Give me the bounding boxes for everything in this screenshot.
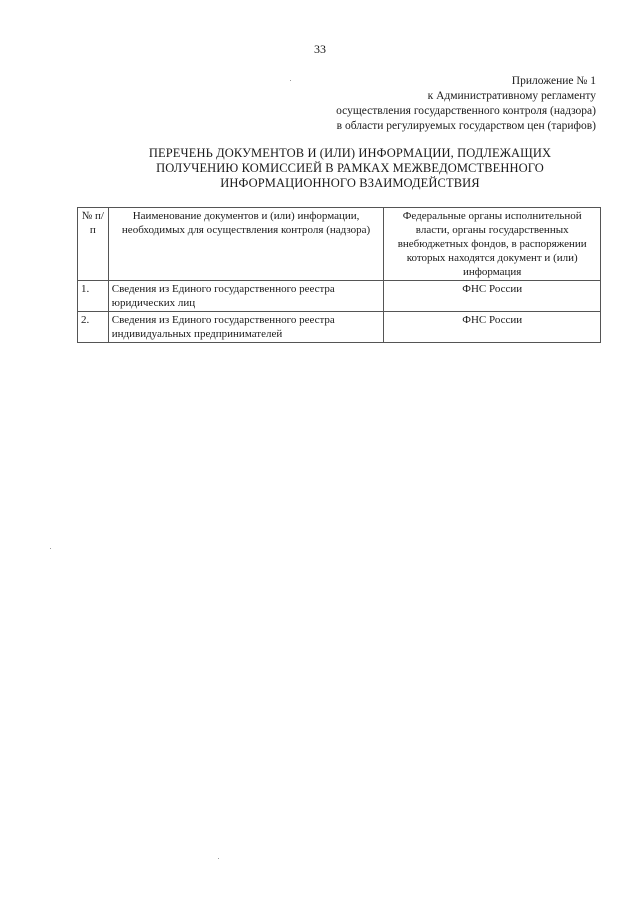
appendix-line: Приложение № 1 bbox=[511, 75, 596, 87]
row-number: 1. bbox=[78, 281, 109, 312]
row-authority: ФНС России bbox=[384, 281, 601, 312]
row-document-name: Сведения из Единого государственного реестра юридических лиц bbox=[108, 281, 384, 312]
table-row bbox=[78, 312, 601, 343]
title-line: ИНФОРМАЦИОННОГО ВЗАИМОДЕЙСТВИЯ bbox=[220, 176, 480, 190]
row-number: 2. bbox=[78, 312, 109, 343]
row-authority: ФНС России bbox=[384, 312, 601, 343]
title-line: ПЕРЕЧЕНЬ ДОКУМЕНТОВ И (ИЛИ) ИНФОРМАЦИИ, ПОДЛЕЖАЩИХ bbox=[148, 146, 552, 160]
row-document-name: Сведения из Единого государственного реестра индивидуальных предпринимателей bbox=[108, 312, 384, 343]
scan-speck bbox=[290, 80, 291, 81]
scan-speck bbox=[218, 858, 219, 859]
appendix-line: осуществления государственного контроля (надзора) bbox=[336, 105, 596, 117]
title-line: ПОЛУЧЕНИЮ КОМИССИЕЙ В РАМКАХ МЕЖВЕДОМСТВЕННОГО bbox=[156, 161, 544, 175]
document-title bbox=[120, 146, 580, 191]
header-authority: Федеральные органы исполнительной власти, органы государственных внебюджетных фондов, в распоряжении которых находятся документ и (или) информация bbox=[384, 208, 601, 281]
header-document-name: Наименование документов и (или) информации, необходимых для осуществления контроля (надзора) bbox=[108, 208, 384, 281]
documents-table bbox=[77, 207, 601, 343]
scan-speck bbox=[50, 548, 51, 549]
appendix-line: в области регулируемых государством цен (тарифов) bbox=[336, 120, 596, 132]
header-number: № п/п bbox=[78, 208, 109, 281]
table-row bbox=[78, 281, 601, 312]
table-header-row bbox=[78, 208, 601, 281]
appendix-line: к Административному регламенту bbox=[427, 90, 596, 102]
appendix-block bbox=[336, 74, 596, 134]
page-number: 33 bbox=[314, 42, 326, 56]
